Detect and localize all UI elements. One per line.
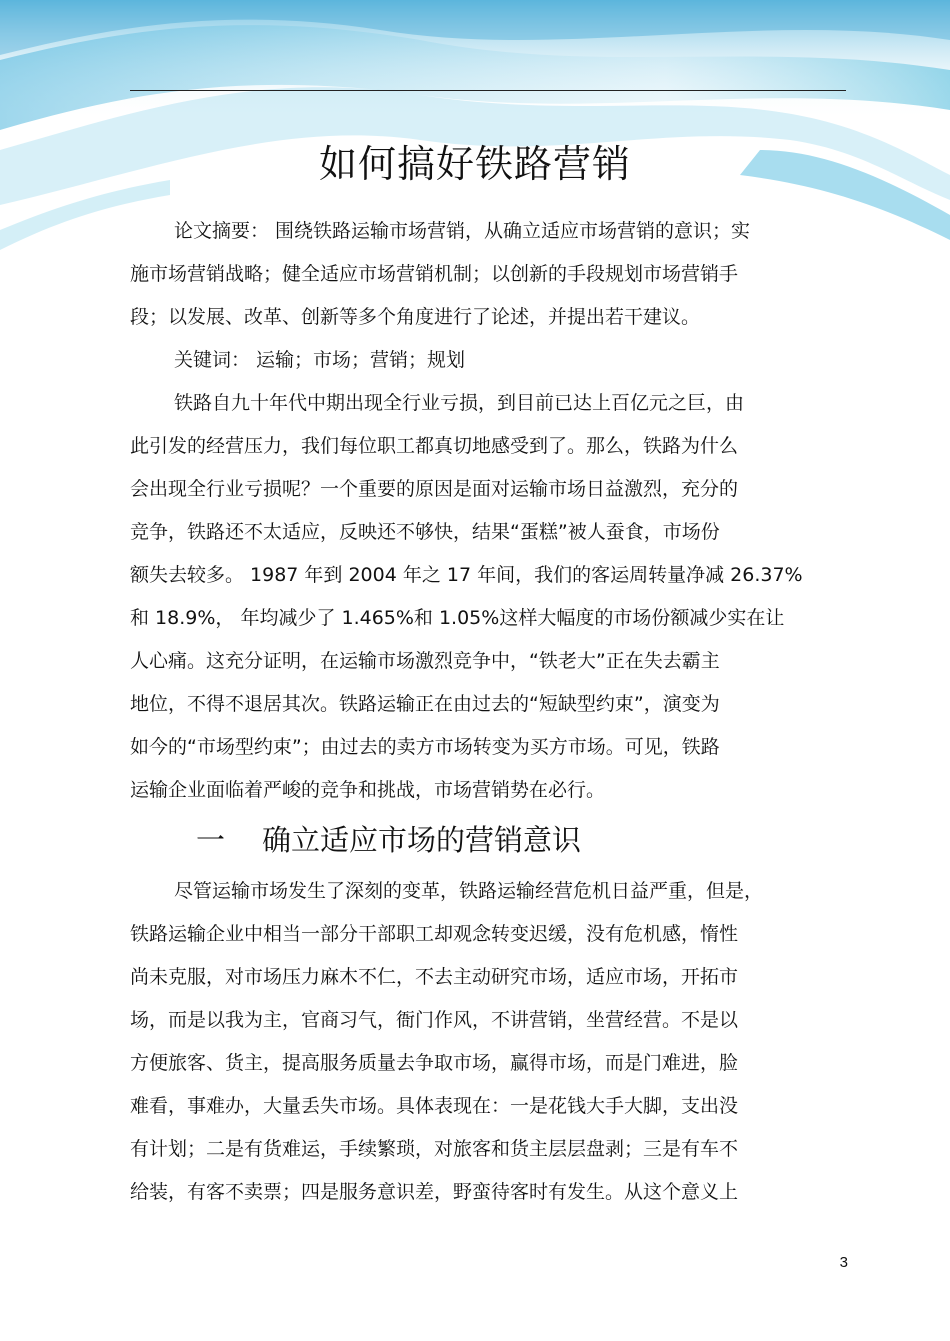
text-line: 有计划；二是有货难运，手续繁琐，对旅客和货主层层盘剥；三是有车不: [130, 1138, 739, 1160]
page-number: 3: [839, 1254, 848, 1271]
text-line: 如今的“市场型约束”；由过去的卖方市场转变为买方市场。可见，铁路: [130, 736, 720, 758]
text-line: 运输企业面临着严峻的竞争和挑战，市场营销势在必行。: [130, 779, 606, 801]
text-line: 施市场营销战略；健全适应市场营销机制；以创新的手段规划市场营销手: [130, 263, 739, 285]
abstract-paragraph: [130, 210, 792, 339]
text-line: 和 18.9%， 年均减少了 1.465%和 1.05%这样大幅度的市场份额减少实在让: [130, 607, 785, 629]
section-title: 确立适应市场的营销意识: [262, 823, 582, 857]
text-line: 难看，事难办，大量丢失市场。具体表现在：一是花钱大手大脚，支出没: [130, 1095, 739, 1117]
text-line: 铁路自九十年代中期出现全行业亏损，到目前已达上百亿元之巨，由: [174, 392, 745, 414]
text-line: 给装，有客不卖票；四是服务意识差，野蛮待客时有发生。从这个意义上: [130, 1181, 739, 1203]
keywords-line: 关键词： 运输；市场；营销；规划: [174, 349, 466, 371]
text-line: 地位，不得不退居其次。铁路运输正在由过去的“短缺型约束”，演变为: [130, 693, 720, 715]
section-heading: [130, 814, 846, 866]
text-line: 论文摘要： 围绕铁路运输市场营销，从确立适应市场营销的意识；实: [174, 220, 751, 242]
text-line: 场，而是以我为主，官商习气，衙门作风，不讲营销，坐营经营。不是以: [130, 1009, 739, 1031]
intro-paragraph: [130, 382, 803, 812]
document-body: [130, 210, 846, 1214]
text-line: 人心痛。这充分证明，在运输市场激烈竞争中，“铁老大”正在失去霸主: [130, 650, 720, 672]
text-line: 尚未克服，对市场压力麻木不仁，不去主动研究市场，适应市场，开拓市: [130, 966, 739, 988]
section-paragraph: [130, 870, 792, 1214]
text-line: 此引发的经营压力，我们每位职工都真切地感受到了。那么，铁路为什么: [130, 435, 739, 457]
text-line: 会出现全行业亏损呢？一个重要的原因是面对运输市场日益激烈，充分的: [130, 478, 739, 500]
keywords-paragraph: [130, 339, 792, 382]
text-line: 段；以发展、改革、创新等多个角度进行了论述，并提出若干建议。: [130, 306, 701, 328]
text-line: 方便旅客、货主，提高服务质量去争取市场，赢得市场，而是门难进，脸: [130, 1052, 739, 1074]
text-line: 尽管运输市场发生了深刻的变革，铁路运输经营危机日益严重，但是，: [174, 880, 764, 902]
page-title: 如何搞好铁路营销: [318, 142, 631, 186]
header-rule: [130, 90, 846, 91]
section-number: 一: [196, 823, 226, 857]
text-line: 铁路运输企业中相当一部分干部职工却观念转变迟缓，没有危机感，惰性: [130, 923, 739, 945]
text-line: 竞争，铁路还不太适应，反映还不够快，结果“蛋糕”被人蚕食，市场份: [130, 521, 720, 543]
text-line: 额失去较多。 1987 年到 2004 年之 17 年间，我们的客运周转量净减 26.37%: [130, 564, 803, 586]
